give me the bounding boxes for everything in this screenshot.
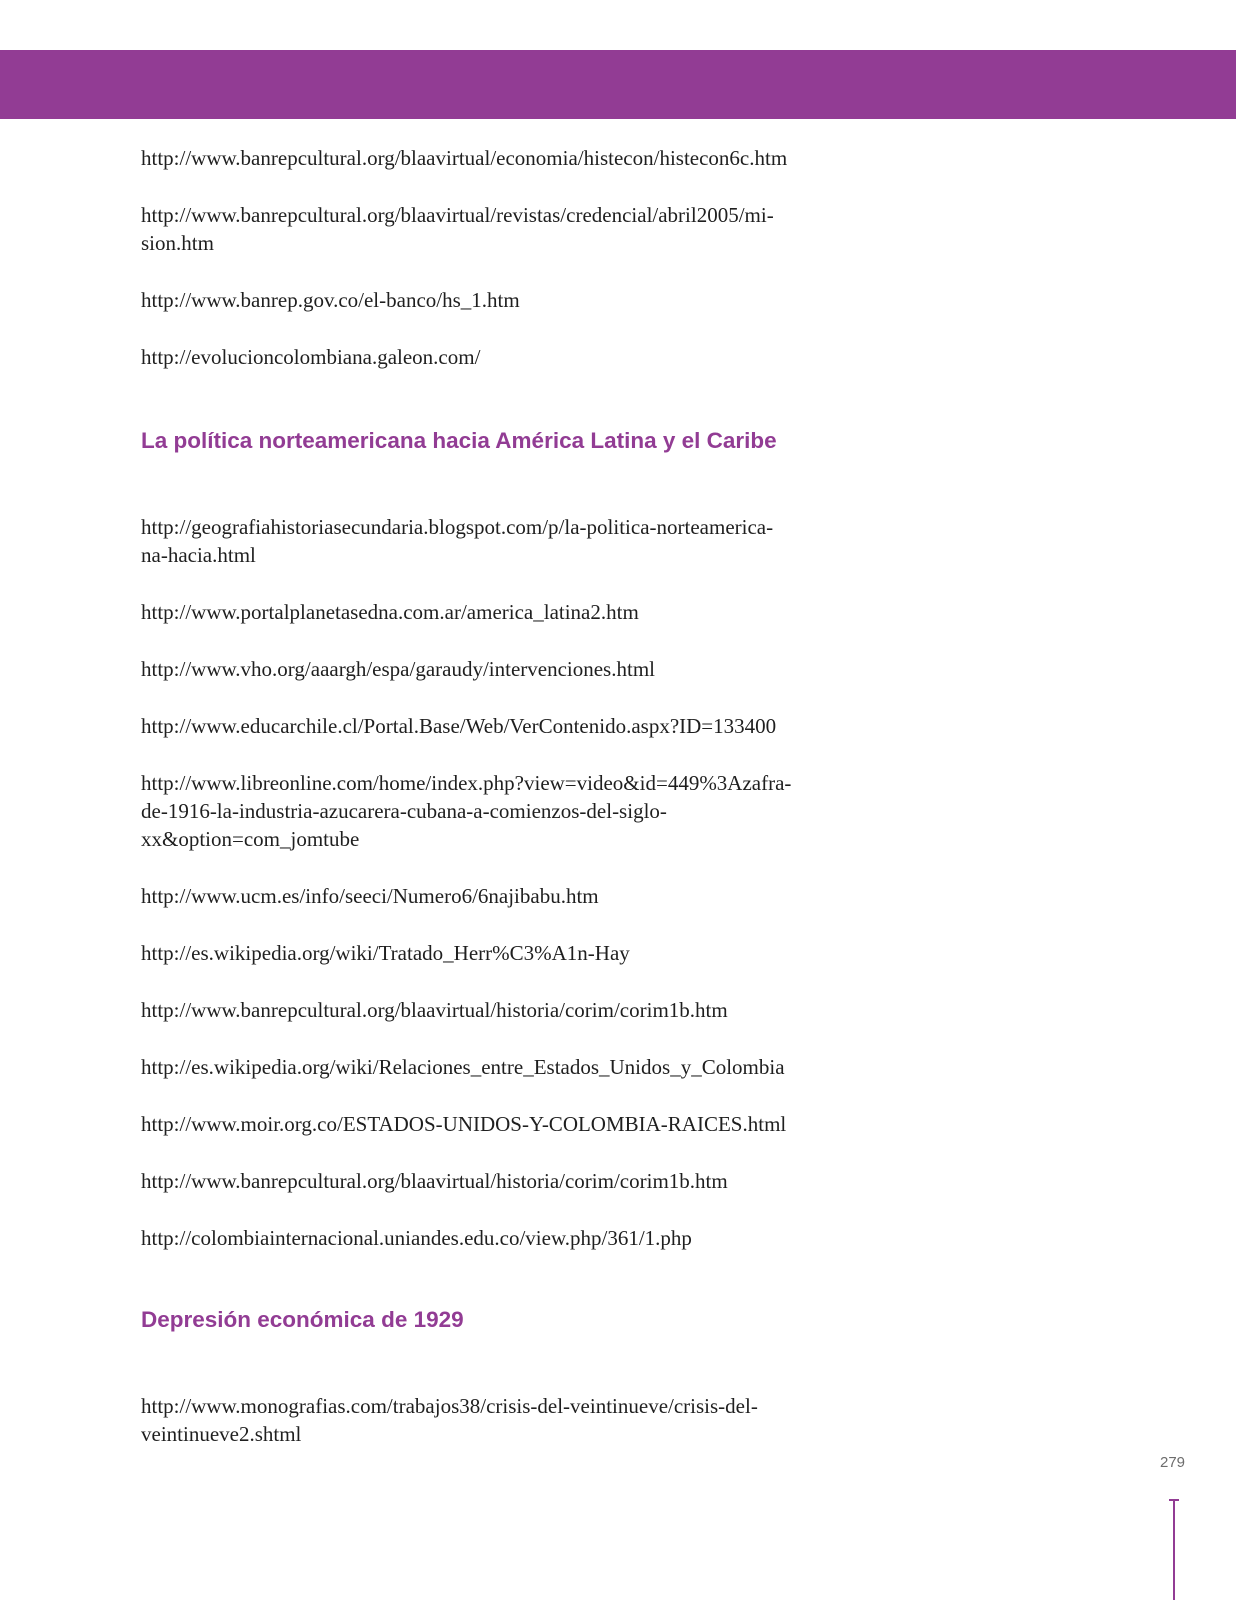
reference-link[interactable]: http://es.wikipedia.org/wiki/Relaciones_entre_Estados_Unidos_y_Colombia: [141, 1055, 785, 1079]
reference-link[interactable]: http://es.wikipedia.org/wiki/Tratado_Herr%C3%A1n-Hay: [141, 941, 630, 965]
reference-link[interactable]: http://www.banrepcultural.org/blaavirtual/economia/histecon/histecon6c.htm: [141, 146, 788, 170]
section-heading: Depresión económica de 1929: [141, 1307, 464, 1332]
reference-link[interactable]: [141, 1392, 881, 1448]
reference-link[interactable]: [141, 769, 881, 853]
reference-link[interactable]: http://www.moir.org.co/ESTADOS-UNIDOS-Y-COLOMBIA-RAICES.html: [141, 1112, 787, 1136]
reference-link-line: de-1916-la-industria-azucarera-cubana-a-comienzos-del-siglo-: [141, 799, 667, 823]
reference-link[interactable]: http://www.banrepcultural.org/blaavirtual/historia/corim/corim1b.htm: [141, 998, 728, 1022]
reference-link-line: http://www.banrepcultural.org/blaavirtual/revistas/credencial/abril2005/mi-: [141, 203, 774, 227]
reference-link-line: xx&option=com_jomtube: [141, 827, 360, 851]
reference-link-line: http://geografiahistoriasecundaria.blogspot.com/p/la-politica-norteamerica-: [141, 515, 774, 539]
reference-link[interactable]: http://www.banrepcultural.org/blaavirtual/historia/corim/corim1b.htm: [141, 1169, 728, 1193]
reference-link[interactable]: http://evolucioncolombiana.galeon.com/: [141, 345, 481, 369]
page-marker-line: [1173, 1499, 1175, 1600]
header-band: [0, 50, 1236, 119]
reference-link[interactable]: [141, 201, 881, 257]
reference-link-line: http://www.libreonline.com/home/index.php?view=video&id=449%3Azafra-: [141, 771, 792, 795]
reference-link[interactable]: http://colombiainternacional.uniandes.edu.co/view.php/361/1.php: [141, 1226, 692, 1250]
reference-list: [141, 144, 881, 1477]
reference-link-line: veintinueve2.shtml: [141, 1422, 302, 1446]
reference-link-line: sion.htm: [141, 231, 214, 255]
section-heading: La política norteamericana hacia América Latina y el Caribe: [141, 428, 777, 453]
reference-link-line: http://www.monografias.com/trabajos38/crisis-del-veintinueve/crisis-del-: [141, 1394, 758, 1418]
reference-link-line: na-hacia.html: [141, 543, 256, 567]
reference-link[interactable]: http://www.ucm.es/info/seeci/Numero6/6najibabu.htm: [141, 884, 599, 908]
page-number: 279: [1160, 1454, 1186, 1471]
reference-link[interactable]: http://www.vho.org/aaargh/espa/garaudy/intervenciones.html: [141, 657, 655, 681]
reference-link[interactable]: http://www.educarchile.cl/Portal.Base/Web/VerContenido.aspx?ID=133400: [141, 714, 777, 738]
reference-link[interactable]: [141, 513, 881, 569]
reference-link[interactable]: http://www.portalplanetasedna.com.ar/america_latina2.htm: [141, 600, 639, 624]
reference-link[interactable]: http://www.banrep.gov.co/el-banco/hs_1.htm: [141, 288, 520, 312]
